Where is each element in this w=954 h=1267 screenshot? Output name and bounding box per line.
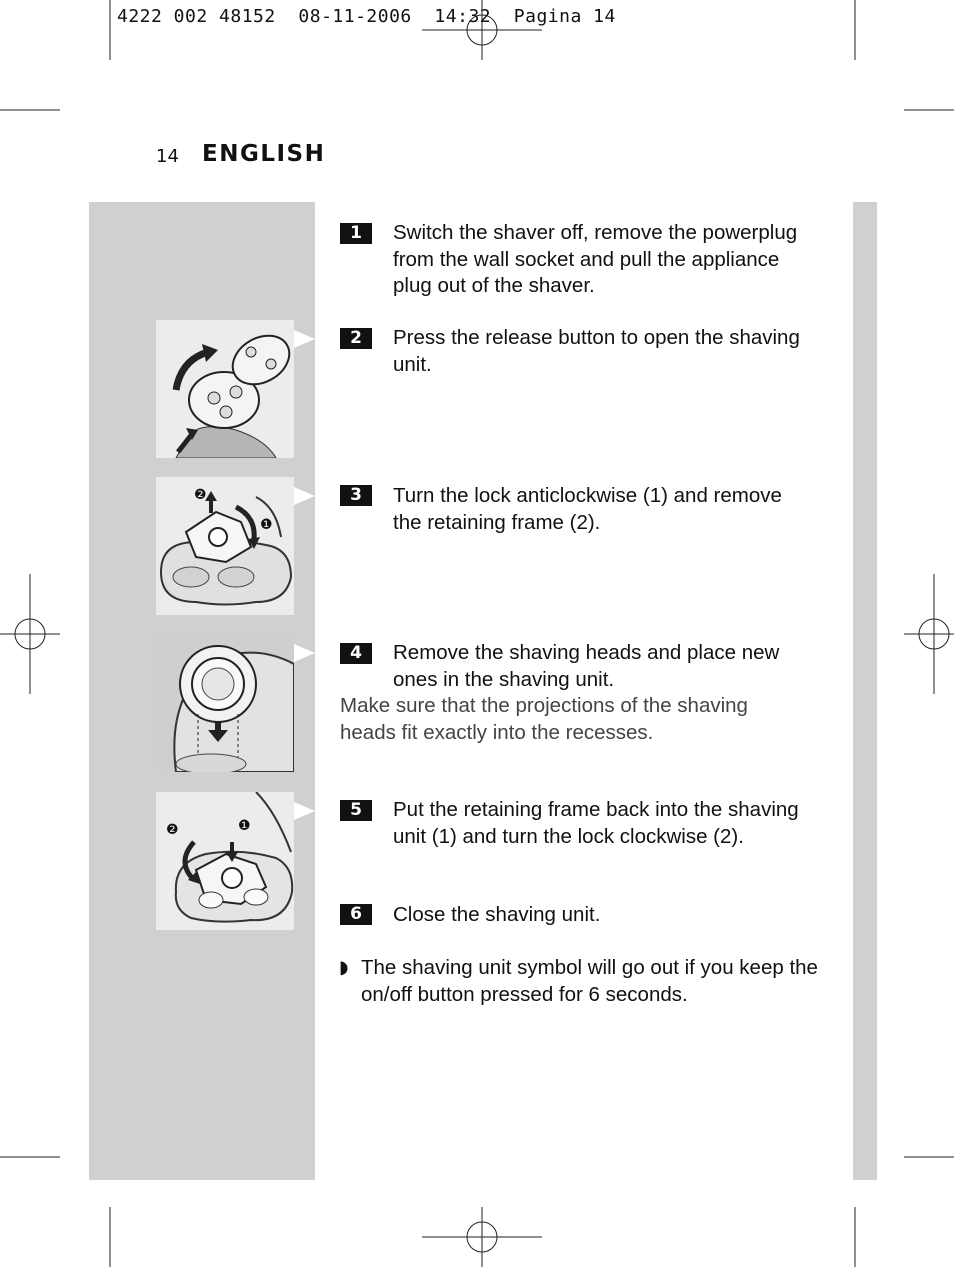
figure-pointer <box>294 330 315 348</box>
step-1-number: 1 <box>340 223 372 244</box>
step-4-number: 4 <box>340 643 372 664</box>
bullet-text: The shaving unit symbol will go out if you keep the on/off button pressed for 6 seconds. <box>361 956 818 1006</box>
lock-anticlockwise-illustration <box>156 477 294 615</box>
page-number: 14 <box>156 146 179 167</box>
figure-pointer <box>294 802 315 820</box>
callout-2: ❷ <box>166 822 179 838</box>
figure-replace-heads <box>156 634 294 772</box>
step-6-text: Close the shaving unit. <box>393 903 601 926</box>
figure-pointer <box>294 644 315 662</box>
step-1-text: Switch the shaver off, remove the powerplug from the wall socket and pull the appliance plug out of the shaver. <box>393 221 798 297</box>
step-5-number: 5 <box>340 800 372 821</box>
step-3-text: Turn the lock anticlockwise (1) and remove the retaining frame (2). <box>393 484 782 534</box>
step-5-text: Put the retaining frame back into the shaving unit (1) and turn the lock clockwise (2). <box>393 798 799 848</box>
step-4-text: Remove the shaving heads and place new ones in the shaving unit. <box>393 641 780 691</box>
print-slug: 4222 002 48152 08-11-2006 14:32 Pagina 14 <box>117 6 616 27</box>
step-3-number: 3 <box>340 485 372 506</box>
callout-1: ❶ <box>260 517 273 533</box>
language-title: ENGLISH <box>202 141 326 167</box>
figure-shaver-open <box>156 320 294 458</box>
lock-clockwise-illustration <box>156 792 294 930</box>
step-4-note: Make sure that the projections of the shaving heads fit exactly into the recesses. <box>340 694 748 744</box>
figure-lock-clockwise <box>156 792 294 930</box>
step-6-number: 6 <box>340 904 372 925</box>
callout-1: ❶ <box>238 818 251 834</box>
shaver-open-illustration <box>156 320 294 458</box>
step-2-number: 2 <box>340 328 372 349</box>
step-2-text: Press the release button to open the shaving unit. <box>393 326 800 376</box>
figure-lock-anticlockwise <box>156 477 294 615</box>
right-gray-band <box>853 202 877 1180</box>
replace-heads-illustration <box>156 634 294 772</box>
bullet-icon: ◗ <box>339 957 349 978</box>
figure-pointer <box>294 487 315 505</box>
callout-2: ❷ <box>194 487 207 503</box>
